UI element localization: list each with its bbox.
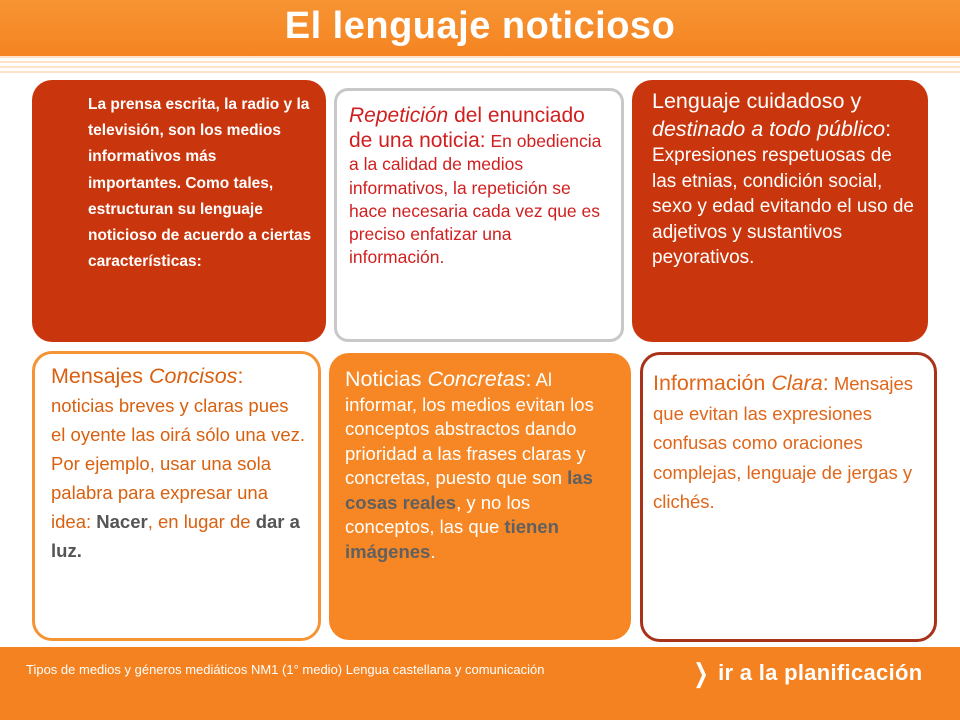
repetition-text — [349, 103, 609, 269]
careful-heading: Lenguaje cuidadoso y — [652, 89, 862, 113]
concrete-colon: : — [525, 367, 532, 391]
chevron-right-icon: ❯ — [693, 657, 709, 688]
clear-body: Mensajes que evitan las expresiones confusas como oraciones complejas, lenguaje de jergas y clichés. — [653, 373, 914, 512]
careful-body: Expresiones respetuosas de las etnias, condición social, sexo y edad evitando el uso de adjetivos y sustantivos peyorativos. — [652, 145, 914, 268]
concise-messages-box — [32, 351, 321, 641]
intro-text: La prensa escrita, la radio y la televisión, son los medios informativos más importantes. Como tales, estructuran su lenguaje noticioso de acuerdo a ciertas características: — [88, 96, 312, 271]
clear-colon: : — [822, 371, 829, 395]
careful-term: destinado a todo público — [652, 116, 886, 141]
careful-language-text — [652, 88, 914, 271]
clear-heading: Información — [653, 371, 772, 395]
concise-body1: noticias breves y claras pues el oyente las oirá sólo una vez. Por ejemplo, usar una sola palabra para expresar una idea: — [51, 395, 306, 532]
concise-text — [51, 362, 308, 565]
concrete-term: Concretas — [427, 367, 526, 391]
concrete-heading: Noticias — [345, 367, 428, 391]
page-title: El lenguaje noticioso — [284, 5, 676, 47]
repetition-body: En obediencia a la calidad de medios informativos, la repetición se hace necesaria cada vez que es preciso enfatizar una información. — [349, 131, 602, 268]
repetition-colon: : — [479, 129, 486, 153]
clear-information-box — [640, 352, 937, 642]
repetition-box — [334, 88, 624, 342]
clear-text — [653, 369, 922, 517]
clear-term: Clara — [771, 371, 823, 395]
footer-caption: Tipos de medios y géneros mediáticos NM1 (1° medio) Lengua castellana y comunicación — [26, 662, 545, 677]
concrete-body1: Al informar, los medios evitan los conceptos abstractos dando prioridad a las frases claras y concretas, puesto que son — [345, 369, 594, 488]
planning-link-label: ir a la planificación — [718, 660, 923, 685]
careful-language-box — [632, 80, 928, 342]
concrete-news-box — [329, 353, 631, 640]
repetition-heading: del enunciado de una noticia — [349, 104, 585, 153]
concise-body2: , en lugar de — [147, 511, 256, 532]
concrete-emphasis1: las cosas reales — [345, 467, 593, 513]
concise-example1: Nacer — [96, 511, 148, 532]
careful-colon: : — [885, 116, 892, 141]
concise-colon: : — [237, 364, 244, 388]
concrete-end: . — [430, 540, 436, 562]
concrete-body2: , y no los conceptos, las que — [345, 491, 531, 537]
intro-box — [32, 80, 326, 342]
repetition-term: Repetición — [349, 104, 449, 127]
planning-link[interactable] — [690, 658, 922, 688]
concrete-emphasis2: tienen imágenes — [345, 516, 559, 562]
header-stripes — [0, 56, 960, 74]
concrete-text — [345, 367, 619, 564]
concise-example2: dar a luz. — [51, 511, 300, 561]
concise-heading: Mensajes — [51, 364, 149, 388]
concise-term: Concisos — [149, 364, 238, 388]
